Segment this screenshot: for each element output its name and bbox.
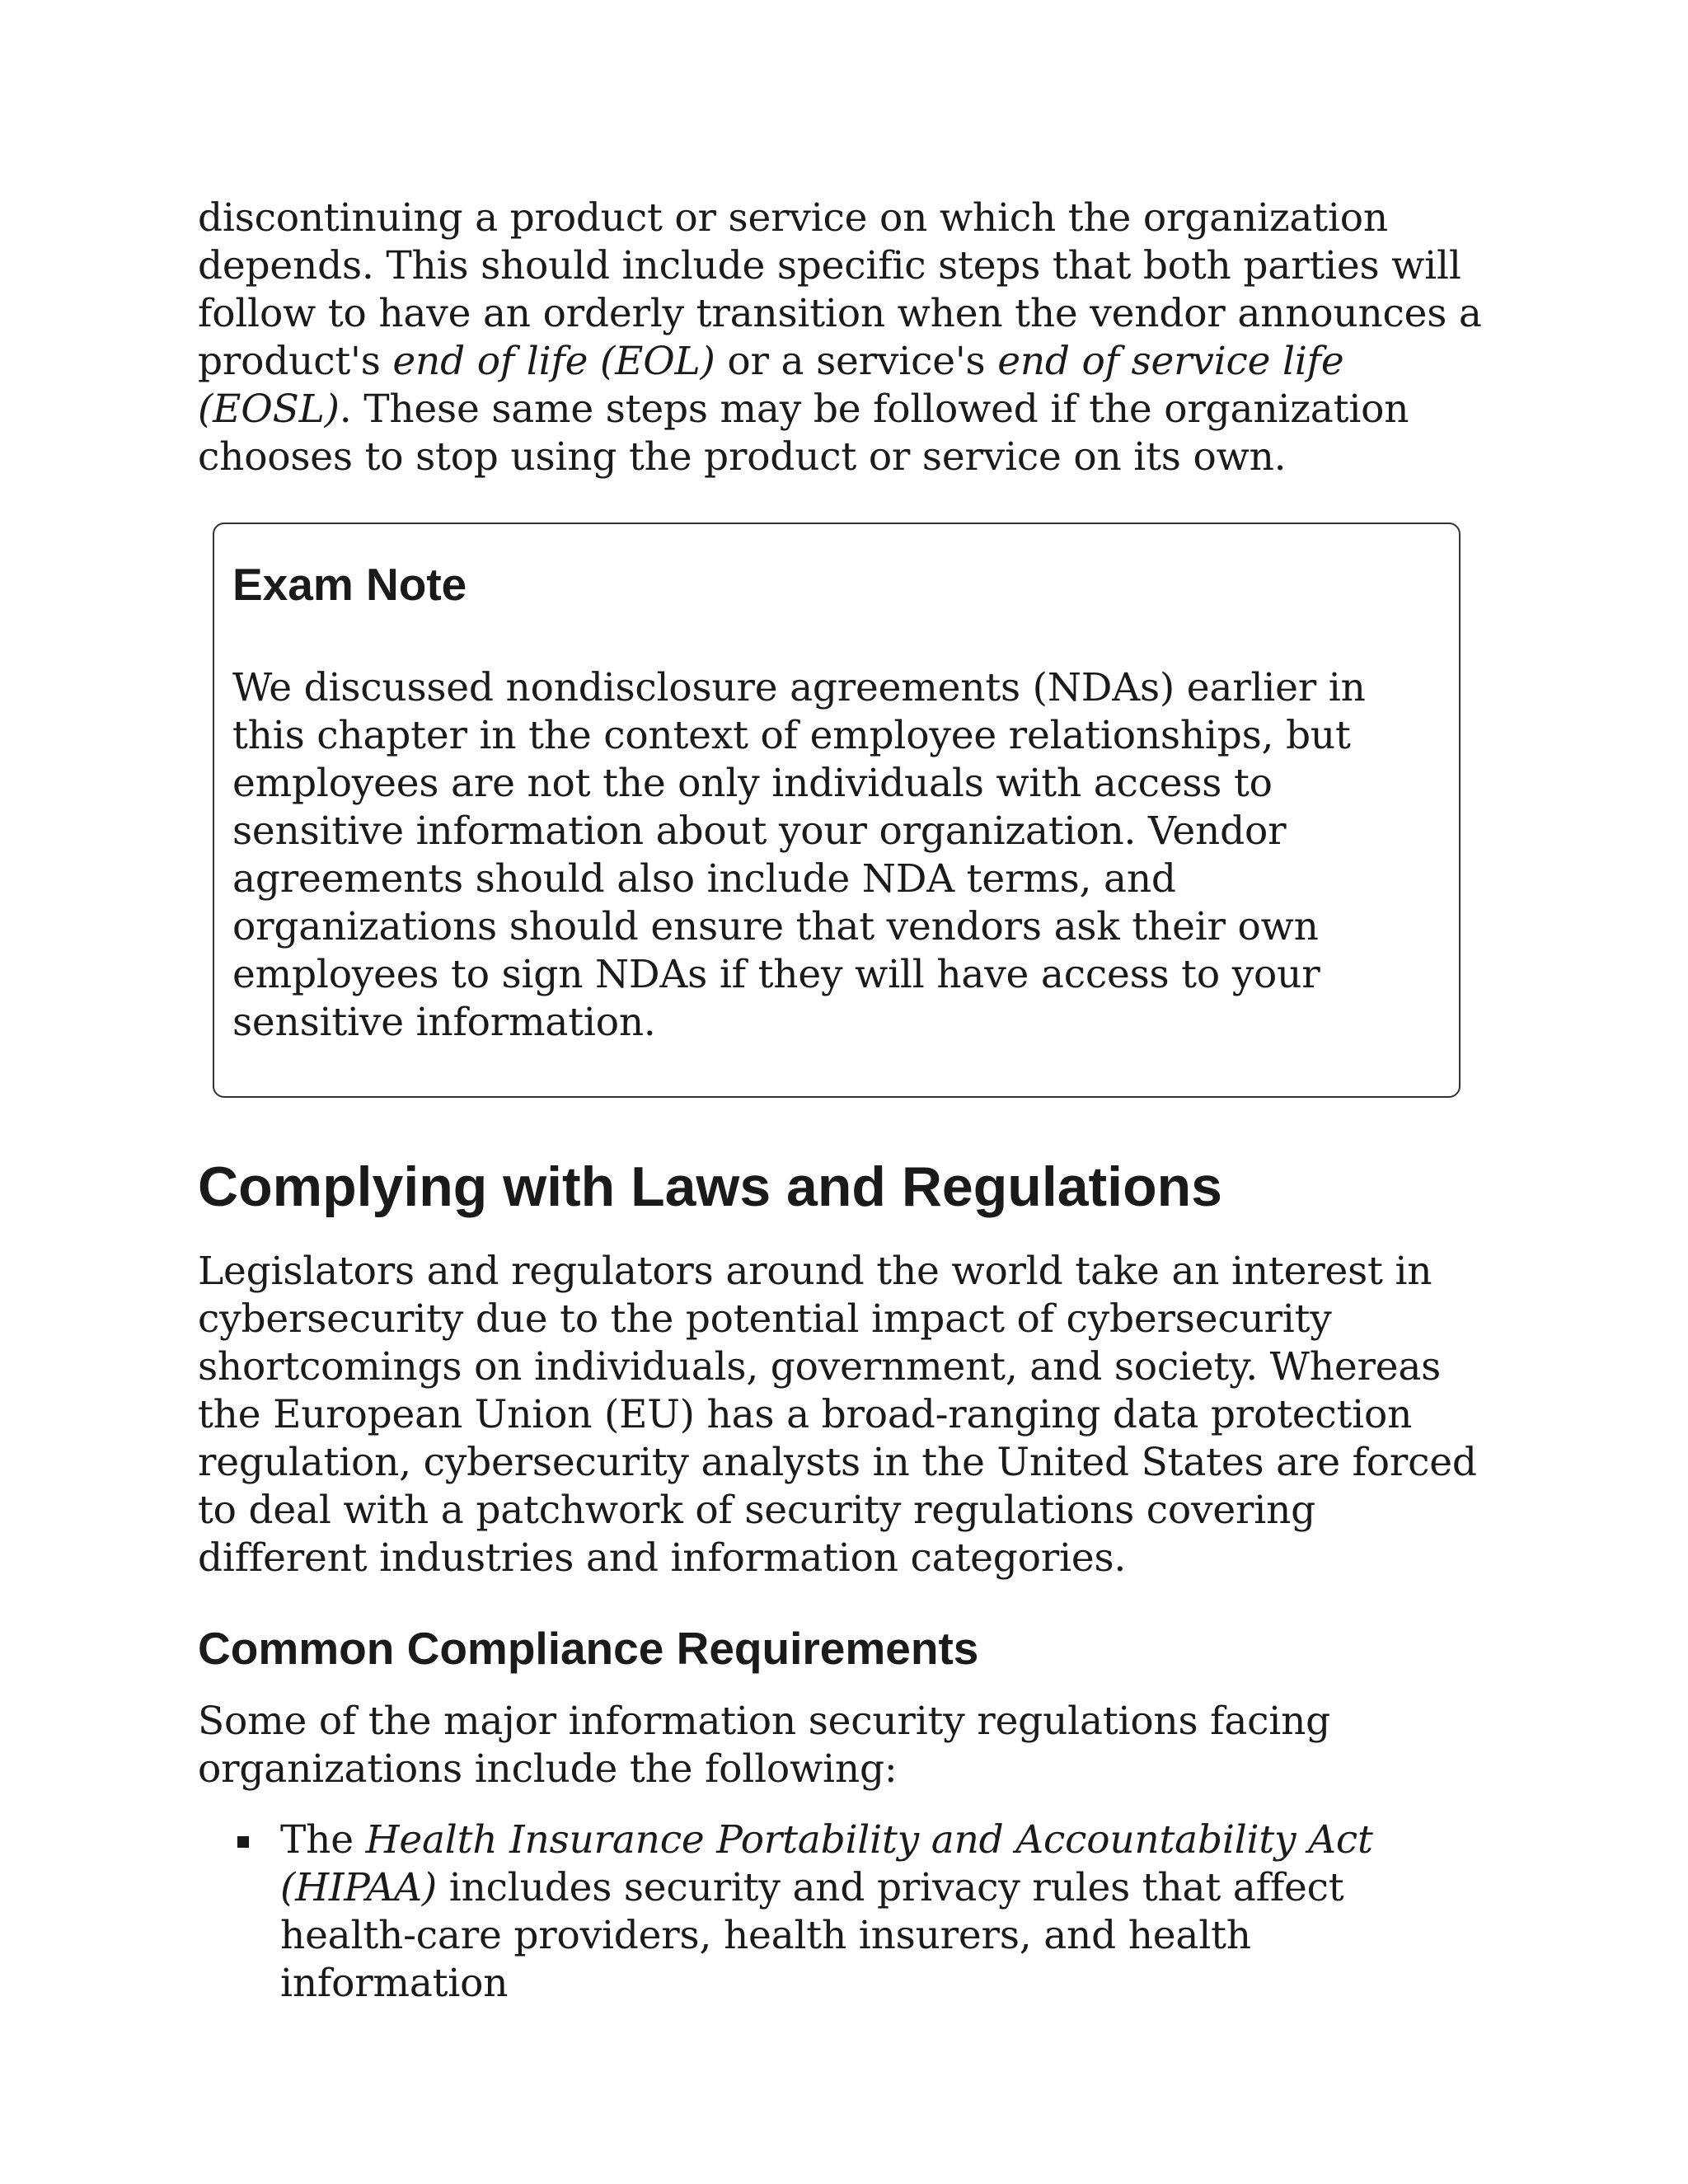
- document-page: [198, 194, 1484, 2008]
- exam-note-body: We discussed nondisclosure agreements (NDAs) earlier in this chapter in the context of employee relationships, but employees are not the only individuals with access to sensitive information about your organization. Vendor agreements should also include NDA terms, and organizations should ensure that vendors ask their own employees to sign NDAs if they will have access to your sensitive information.: [232, 665, 1366, 1045]
- exam-note-box: [213, 523, 1461, 1098]
- list-item: [198, 1816, 1484, 2008]
- intro-term-eosl: end of service life (EOSL): [198, 339, 1344, 432]
- intro-text-3: . These same steps may be followed if the organization chooses to stop using the product or service on its own.: [198, 387, 1409, 480]
- subsection-heading: Common Compliance Requirements: [198, 1623, 979, 1674]
- intro-text-2: or a service's: [715, 339, 998, 384]
- list-item-suffix: includes security and privacy rules that affect health-care providers, health insurers, and health information: [280, 1865, 1344, 2006]
- list-item-term: Health Insurance Portability and Accountability Act (HIPAA): [280, 1817, 1373, 1910]
- subsection-paragraph: Some of the major information security regulations facing organizations include the following:: [198, 1699, 1331, 1792]
- exam-note-title: Exam Note: [232, 559, 467, 610]
- regulations-list: [198, 1816, 1484, 2008]
- intro-text-1: discontinuing a product or service on which the organization depends. This should include specific steps that both parties will follow to have an orderly transition when the vendor announces a product's: [198, 195, 1482, 384]
- section-paragraph: Legislators and regulators around the world take an interest in cybersecurity due to the potential impact of cybersecurity shortcomings on individuals, government, and society. Whereas the European Union (EU) has a broad-ranging data protection regulation, cybersecurity analysts in the United States are forced to deal with a patchwork of security regulations covering different industries and information categories.: [198, 1249, 1477, 1581]
- list-item-prefix: The: [280, 1817, 366, 1863]
- intro-term-eol: end of life (EOL): [392, 339, 715, 384]
- intro-paragraph: [198, 194, 1484, 481]
- square-bullet-icon: [237, 1836, 249, 1848]
- section-heading: Complying with Laws and Regulations: [198, 1155, 1222, 1218]
